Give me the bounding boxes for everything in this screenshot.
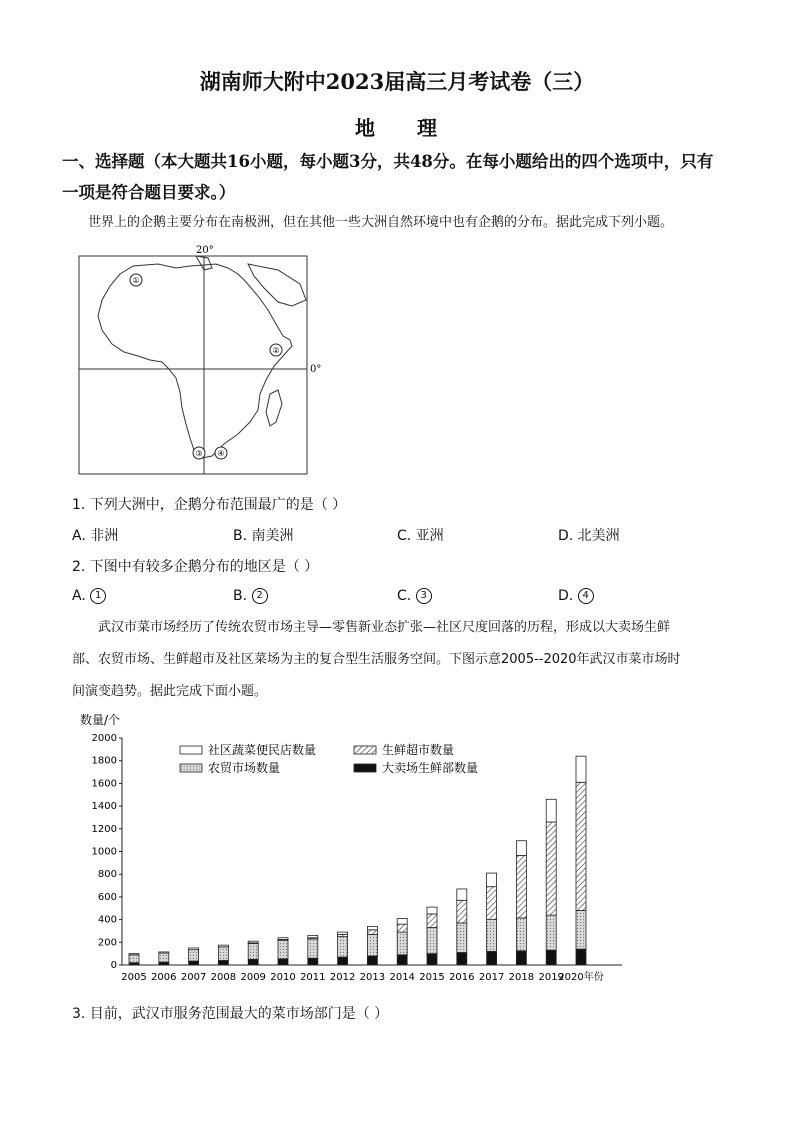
bar-segment — [338, 932, 348, 934]
y-tick-label: 1800 — [91, 755, 117, 767]
y-tick-label: 1200 — [91, 823, 117, 835]
chart-ylabel: 数量/个 — [80, 713, 121, 727]
bar-segment — [159, 952, 169, 953]
bar-segment — [546, 950, 556, 965]
bar-segment — [397, 918, 407, 924]
bar-segment — [218, 960, 228, 965]
bar-segment — [546, 915, 556, 950]
lon-label: 20° — [196, 245, 214, 256]
bar-segment — [427, 907, 437, 914]
bar-segment — [427, 954, 437, 965]
section-heading-line1: 一、选择题（本大题共16小题，每小题3分，共48分。在每小题给出的四个选项中，只有 — [62, 152, 714, 171]
legend-swatch — [354, 764, 376, 772]
bar-segment — [218, 945, 228, 947]
x-tick-label: 2007 — [180, 972, 207, 983]
bar-segment — [487, 873, 497, 887]
q1-option-d[interactable]: D. 北美洲 — [558, 528, 620, 544]
x-tick-label: 2018 — [508, 972, 535, 983]
bar-segment — [367, 930, 377, 935]
bar-segment — [397, 932, 407, 955]
q2-option-a-mark: 1 — [90, 588, 106, 604]
market-chart — [72, 708, 632, 988]
bar-segment — [278, 959, 288, 965]
marker-3-label: ③ — [195, 449, 203, 458]
y-tick-label: 200 — [97, 937, 117, 949]
bar-segment — [189, 948, 199, 950]
intro-wuhan-line2: 部、农贸市场、生鲜超市及社区菜场为主的复合型生活服务空间。下图示意2005--2020年武汉市菜市场时 — [72, 652, 681, 667]
bar-segment — [367, 926, 377, 929]
x-tick-label: 2019 — [538, 972, 564, 983]
bar-segment — [516, 918, 526, 951]
bar-segment — [516, 855, 526, 917]
x-tick-label: 2015 — [419, 972, 445, 983]
q2-option-b[interactable] — [233, 588, 268, 604]
x-tick-label: 2017 — [478, 972, 505, 983]
bar-segment — [576, 756, 586, 782]
bar-segment — [308, 958, 318, 965]
exam-title: 湖南师大附中2023届高三月考试卷（三） — [199, 69, 595, 94]
bar-segment — [338, 957, 348, 965]
bar-segment — [576, 782, 586, 910]
legend-swatch — [180, 764, 202, 772]
bar-segment — [397, 924, 407, 932]
bar-segment — [129, 954, 139, 955]
legend-label: 社区蔬菜便民店数量 — [208, 743, 317, 757]
q2-option-c-letter: C. — [397, 588, 412, 604]
legend-swatch — [354, 746, 376, 754]
q2-option-d[interactable] — [558, 588, 594, 604]
bar-segment — [457, 923, 467, 953]
q2-option-a[interactable] — [72, 588, 106, 604]
bar-segment — [457, 953, 467, 965]
legend-swatch — [180, 746, 202, 754]
x-tick-label: 2011 — [300, 972, 326, 983]
bar-segment — [248, 941, 258, 943]
bar-segment — [367, 934, 377, 956]
q1-option-a[interactable]: A. 非洲 — [72, 528, 119, 544]
intro-penguins: 世界上的企鹅主要分布在南极洲，但在其他一些大洲自然环境中也有企鹅的分布。据此完成下列小题。 — [88, 215, 674, 230]
y-tick-label: 800 — [97, 869, 117, 881]
y-tick-label: 1400 — [91, 801, 117, 813]
intro-wuhan-line3: 间演变趋势。据此完成下面小题。 — [72, 684, 268, 699]
q2-option-c[interactable] — [397, 588, 432, 604]
bar-segment — [248, 943, 258, 959]
y-tick-label: 0 — [110, 960, 117, 971]
legend-label: 生鲜超市数量 — [382, 743, 455, 757]
q2-option-b-letter: B. — [233, 588, 248, 604]
x-tick-label: 2008 — [210, 972, 237, 983]
section-heading-line2: 一项是符合题目要求。） — [62, 183, 236, 202]
bar-segment — [457, 900, 467, 923]
legend-label: 大卖场生鲜部数量 — [382, 761, 479, 775]
subject-part2: 理 — [417, 116, 439, 140]
bar-segment — [278, 938, 288, 940]
x-tick-label: 2005 — [121, 972, 147, 983]
bar-segment — [576, 911, 586, 950]
bar-segment — [457, 889, 467, 900]
x-tick-label: 2012 — [329, 972, 356, 983]
marker-4-label: ④ — [217, 449, 225, 458]
marker-1-label: ① — [132, 276, 140, 285]
x-tick-label: 2013 — [359, 972, 386, 983]
q2-option-d-letter: D. — [558, 588, 574, 604]
subject-title — [0, 112, 794, 141]
bar-segment — [278, 941, 288, 959]
bar-segment — [367, 956, 377, 965]
bar-segment — [248, 959, 258, 965]
bar-segment — [516, 951, 526, 965]
bar-segment — [546, 822, 556, 915]
bar-segment — [308, 935, 318, 937]
bar-segment — [516, 841, 526, 856]
x-tick-label: 2009 — [240, 972, 266, 983]
intro-wuhan — [72, 612, 722, 708]
y-tick-label: 1000 — [91, 846, 117, 858]
intro-wuhan-line1: 武汉市菜市场经历了传统农贸市场主导—零售新业态扩张—社区尺度回落的历程，形成以大卖场生鲜 — [98, 620, 671, 635]
legend-label: 农贸市场数量 — [208, 761, 281, 775]
q2-option-c-mark: 3 — [416, 588, 432, 604]
y-tick-label: 2000 — [91, 733, 117, 744]
bar-segment — [308, 939, 318, 958]
x-tick-label: 2014 — [389, 972, 415, 983]
y-tick-label: 400 — [97, 914, 117, 926]
bar-segment — [189, 961, 199, 965]
q1-option-c[interactable]: C. 亚洲 — [397, 528, 444, 544]
lat-label: 0° — [310, 364, 322, 375]
bar-segment — [159, 953, 169, 962]
bar-segment — [576, 949, 586, 965]
q2-option-b-mark: 2 — [252, 588, 268, 604]
question-2-stem: 2. 下图中有较多企鹅分布的地区是（ ） — [72, 559, 319, 575]
q2-option-d-mark: 4 — [578, 588, 594, 604]
x-tick-label: 2010 — [270, 972, 296, 983]
bar-segment — [546, 799, 556, 822]
bar-segment — [218, 947, 228, 961]
subject-part1: 地 — [355, 116, 377, 140]
section-heading — [62, 146, 742, 208]
marker-2-label: ② — [272, 346, 280, 355]
x-tick-label: 2020年份 — [558, 972, 604, 983]
bar-segment — [427, 914, 437, 928]
x-tick-label: 2006 — [151, 972, 177, 983]
x-tick-label: 2016 — [449, 972, 475, 983]
map-frame — [79, 256, 307, 474]
bar-segment — [338, 937, 348, 957]
bar-segment — [397, 955, 407, 965]
question-3-stem: 3. 目前，武汉市服务范围最大的菜市场部门是（ ） — [72, 1006, 389, 1022]
q2-option-a-letter: A. — [72, 588, 86, 604]
bar-segment — [487, 887, 497, 920]
bar-segment — [487, 951, 497, 965]
bar-segment — [487, 920, 497, 952]
bar-segment — [427, 928, 437, 954]
q1-option-b[interactable]: B. 南美洲 — [233, 528, 294, 544]
bar-segment — [189, 950, 199, 961]
bar-segment — [129, 955, 139, 963]
y-tick-label: 1600 — [91, 778, 117, 790]
africa-map — [78, 244, 328, 476]
y-tick-label: 600 — [97, 891, 117, 903]
question-1-stem: 1. 下列大洲中，企鹅分布范围最广的是（ ） — [72, 497, 347, 513]
